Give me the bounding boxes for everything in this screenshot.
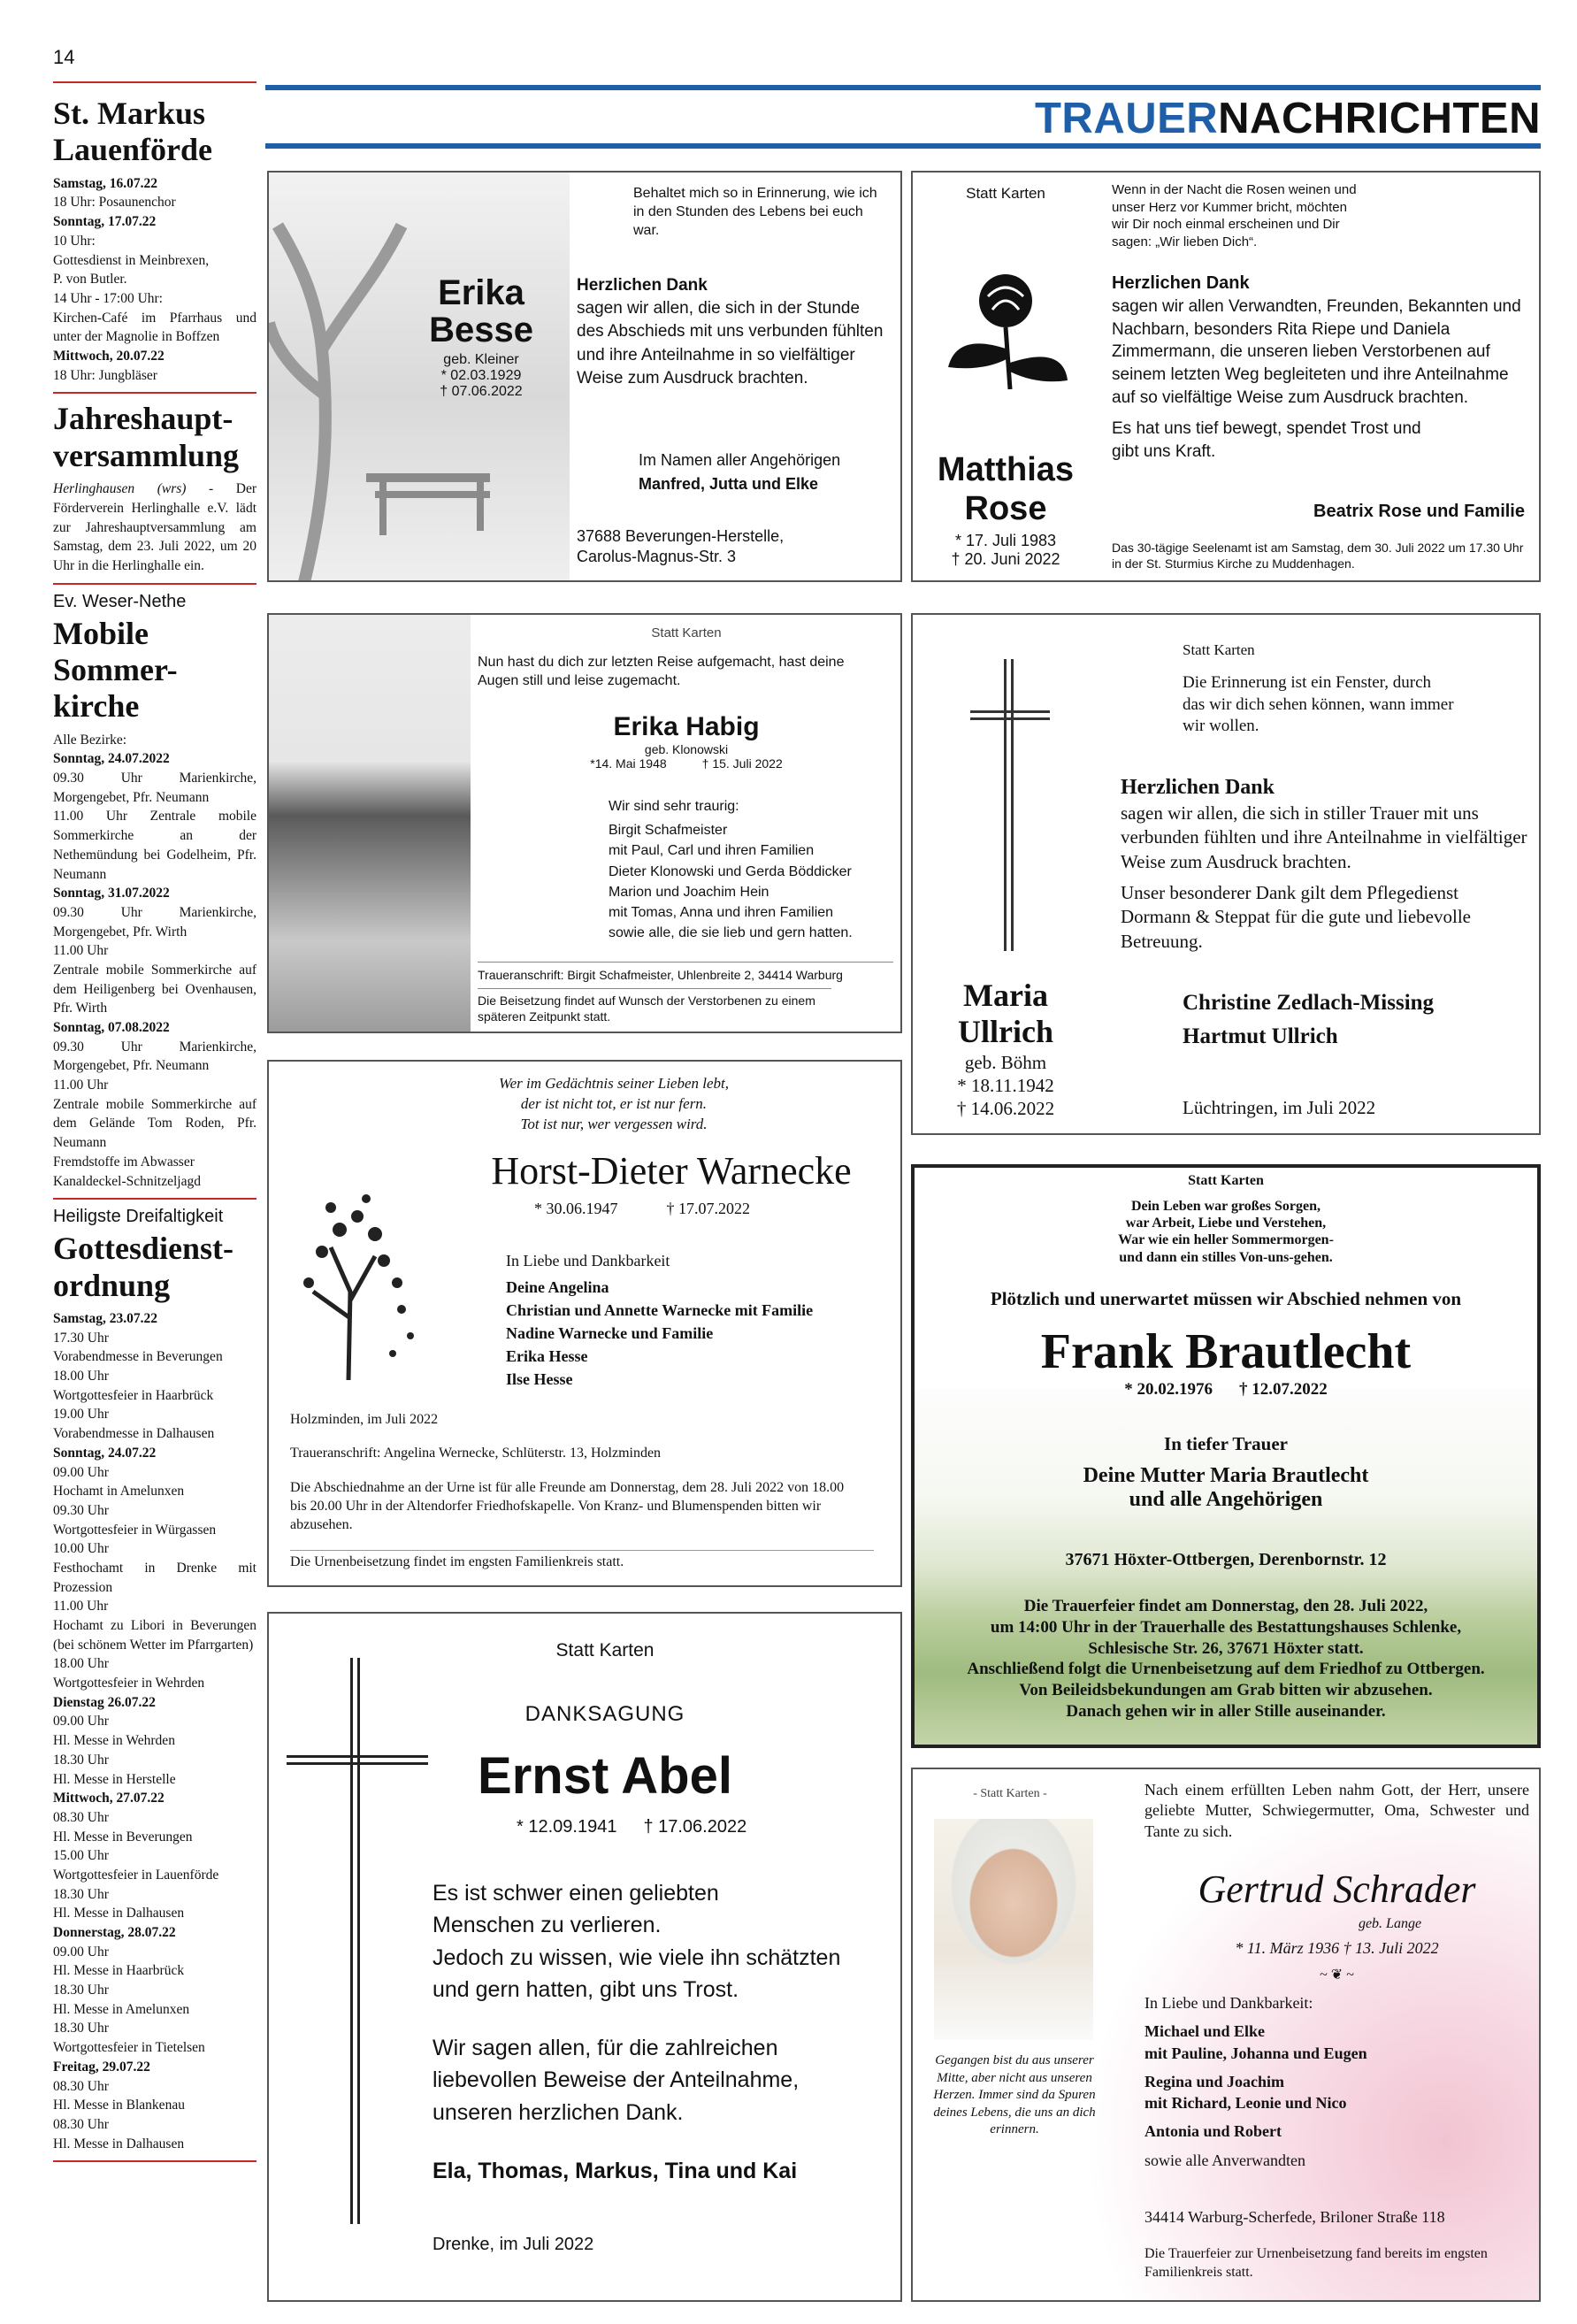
braut-n5: Von Beileidsbekundungen am Grab bitten wir abzusehen. xyxy=(1019,1681,1433,1699)
habig-born: geb. Klonowski xyxy=(644,742,729,756)
braut-name: Frank Brautlecht xyxy=(1040,1324,1412,1379)
habig-note: Die Beisetzung findet auf Wunsch der Verstorbenen zu einem späteren Zeitpunkt statt. xyxy=(478,988,831,1024)
jhv-title: Jahreshaupt-versammlung xyxy=(53,401,239,473)
abel-names: Ela, Thomas, Markus, Tina und Kai xyxy=(433,2158,798,2183)
ullrich-birth: * 18.11.1942 xyxy=(957,1075,1054,1097)
braut-n3: Schlesische Str. 26, 37671 Höxter statt. xyxy=(1088,1638,1364,1658)
god-line: 11.00 Uhr xyxy=(53,1599,109,1615)
rose-note: Das 30-tägige Seelenamt ist am Samstag, dem 30. Juli 2022 um 17.30 Uhr in der St. Sturmius Kirche zu Muddenhagen. xyxy=(1112,541,1524,571)
god-line: Hl. Messe in Dalhausen xyxy=(53,2136,185,2151)
markus-line: 14 Uhr - 17:00 Uhr: xyxy=(53,290,163,306)
habig-m1: Birgit Schafmeister xyxy=(609,823,728,839)
cross-icon xyxy=(287,1658,428,2224)
besse-names: Manfred, Jutta und Elke xyxy=(639,475,819,493)
ullrich-death: † 14.06.2022 xyxy=(956,1098,1055,1120)
habig-m6: sowie alle, die sie lieb und gern hatten. xyxy=(609,925,853,941)
warnecke-birth: * 30.06.1947 xyxy=(534,1200,618,1217)
schrader-f5: Antonia und Robert xyxy=(1144,2122,1282,2141)
schrader-statt: - Statt Karten - xyxy=(973,1787,1047,1800)
markus-line: Gottesdienst in Meinbrexen, xyxy=(53,252,210,268)
besse-addr1: 37688 Beverungen-Herstelle, xyxy=(577,527,785,545)
markus-title: St. Markus Lauenförde xyxy=(53,96,212,168)
habig-death: † 15. Juli 2022 xyxy=(701,756,783,771)
god-line: Wortgottesfeier in Würgassen xyxy=(53,1522,217,1538)
abel-p1b: Menschen zu verlieren. xyxy=(433,1913,662,1938)
warnecke-note: Die Abschiednahme an der Urne ist für alle Freunde am Donnerstag, dem 28. Juli 2022 von 18.00 bis 20.00 Uhr in der Altendorfer Friedhofskapelle. Von Kranz- und Blumenspenden bitten wir abzusehen. xyxy=(290,1480,845,1532)
schrader-f2: mit Pauline, Johanna und Eugen xyxy=(1144,2044,1367,2062)
braut-death: † 12.07.2022 xyxy=(1239,1380,1328,1399)
ullrich-heading: Herzlichen Dank xyxy=(1121,776,1275,799)
ullrich-text: sagen wir allen, die sich in stiller Trauer mit uns verbunden fühlten und ihre Anteilnahme in vielfältiger Weise zum Ausdruck brachten. xyxy=(1121,802,1527,872)
notice-habig xyxy=(267,613,902,1033)
besse-born: geb. Kleiner xyxy=(443,352,519,367)
warnecke-verse2: der ist nicht tot, er ist nur fern. xyxy=(520,1094,708,1112)
abel-title: DANKSAGUNG xyxy=(524,1702,685,1726)
msk-line: 11.00 Uhr Zentrale mobile Sommerkirche an der Nethemündung bei Godelheim, Pfr. Neumann xyxy=(53,809,256,882)
god-line: 18.30 Uhr xyxy=(53,1886,109,1902)
rose-statt: Statt Karten xyxy=(966,185,1045,202)
sea-image xyxy=(269,615,471,1033)
god-line: 09.00 Uhr xyxy=(53,1714,109,1730)
god-line: Hochamt zu Libori in Beverungen (bei schönem Wetter im Pfarrgarten) xyxy=(53,1618,256,1653)
schrader-love: In Liebe und Dankbarkeit: xyxy=(1144,1994,1313,2012)
besse-heading: Herzlichen Dank xyxy=(577,276,708,295)
ullrich-last: Ullrich xyxy=(958,1014,1053,1050)
habig-m2: mit Paul, Carl und ihren Familien xyxy=(609,843,815,859)
god-line: Vorabendmesse in Beverungen xyxy=(53,1349,223,1365)
notice-warnecke xyxy=(267,1060,902,1587)
warnecke-m3: Nadine Warnecke und Familie xyxy=(506,1324,714,1343)
braut-addr: 37671 Höxter-Ottbergen, Derenbornstr. 12 xyxy=(1065,1550,1387,1569)
schrader-dates: * 11. März 1936 † 13. Juli 2022 xyxy=(1235,1939,1439,1957)
abel-p2b: liebevollen Beweise der Anteilnahme, xyxy=(433,2067,800,2093)
god-line: Wortgottesfeier in Haarbrück xyxy=(53,1387,214,1403)
rose-signed: Beatrix Rose und Familie xyxy=(1313,502,1525,521)
rose-death: † 20. Juni 2022 xyxy=(951,550,1060,569)
schrader-f3: Regina und Joachim xyxy=(1144,2072,1285,2090)
schrader-name: Gertrud Schrader xyxy=(1198,1868,1476,1911)
warnecke-m2: Christian und Annette Warnecke mit Familie xyxy=(506,1301,814,1320)
rose-first: Matthias xyxy=(937,451,1075,488)
abel-p1d: und gern hatten, gibt uns Trost. xyxy=(433,1976,739,2002)
braut-t1: In tiefer Trauer xyxy=(1164,1433,1288,1454)
god-line: 18.00 Uhr xyxy=(53,1656,109,1672)
markus-schedule xyxy=(53,174,256,386)
schrader-intro: Nach einem erfüllten Leben nahm Gott, der Herr, unsere geliebte Mutter, Schwiegermutter, Oma, Schwester und Tante zu sich. xyxy=(1144,1781,1529,1840)
habig-addr: Traueranschrift: Birgit Schafmeister, Uhlenbreite 2, 34414 Warburg xyxy=(478,962,893,982)
msk-title: Mobile Sommer-kirche xyxy=(53,615,178,725)
jhv-text: Herlinghausen (wrs) - Der Förderverein Herlinghalle e.V. lädt zur Jahreshauptversammlung am Samstag, dem 23. Juli 2022, um 20 Uhr in die Herlinghalle ein. xyxy=(53,481,256,573)
rose-birth: * 17. Juli 1983 xyxy=(954,532,1057,550)
schrader-note: Die Trauerfeier zur Urnenbeisetzung fand bereits im engsten Familienkreis statt. xyxy=(1144,2246,1488,2280)
abel-p2a: Wir sagen allen, für die zahlreichen xyxy=(433,2036,778,2060)
msk-line: 09.30 Uhr Marienkirche, Morgengebet, Pfr. Wirth xyxy=(53,904,256,940)
ullrich-born: geb. Böhm xyxy=(964,1051,1047,1073)
god-line: Hochamt in Amelunxen xyxy=(53,1484,185,1499)
msk-line: Kanaldeckel-Schnitzeljagd xyxy=(53,1173,201,1189)
msk-line: Fremdstoffe im Abwasser xyxy=(53,1154,195,1170)
god-line: 09.30 Uhr xyxy=(53,1502,109,1518)
besse-behalf: Im Namen aller Angehörigen xyxy=(639,451,841,469)
warnecke-death: † 17.07.2022 xyxy=(666,1200,750,1217)
god-title: Gottesdienst-ordnung xyxy=(53,1231,233,1303)
portrait-photo xyxy=(934,1819,1093,2040)
god-line: 18.00 Uhr xyxy=(53,1369,109,1384)
ullrich-place: Lüchtringen, im Juli 2022 xyxy=(1183,1097,1376,1118)
braut-n6: Danach gehen wir in aller Stille auseinander. xyxy=(1066,1701,1386,1721)
habig-m4: Marion und Joachim Hein xyxy=(609,884,769,900)
schrader-addr: 34414 Warburg-Scherfede, Briloner Straße 118 xyxy=(1144,2208,1445,2226)
notice-brautlecht xyxy=(911,1164,1541,1748)
notice-rose xyxy=(911,171,1541,582)
msk-line: Sonntag, 24.07.2022 xyxy=(53,751,170,767)
cross-icon xyxy=(970,659,1050,951)
markus-line: 18 Uhr: Posaunenchor xyxy=(53,195,176,211)
braut-n1: Die Trauerfeier findet am Donnerstag, den 28. Juli 2022, xyxy=(1023,1597,1428,1615)
section-header-rest: NACHRICHTEN xyxy=(1218,95,1541,142)
god-line: 08.30 Uhr xyxy=(53,2078,109,2094)
schrader-born: geb. Lange xyxy=(1358,1916,1422,1931)
msk-subtitle: Ev. Weser-Nethe xyxy=(53,591,187,611)
habig-birth: *14. Mai 1948 xyxy=(590,756,667,771)
habig-statt: Statt Karten xyxy=(651,625,722,640)
god-line: Hl. Messe in Amelunxen xyxy=(53,2001,190,2017)
habig-m5: mit Tomas, Anna und ihren Familien xyxy=(609,904,834,920)
markus-line: Sonntag, 17.07.22 xyxy=(53,214,157,230)
abel-place: Drenke, im Juli 2022 xyxy=(433,2235,594,2254)
habig-name: Erika Habig xyxy=(613,712,760,741)
page-number: 14 xyxy=(53,46,75,68)
warnecke-intro: In Liebe und Dankbarkeit xyxy=(506,1252,670,1269)
god-line: Festhochamt in Drenke mit Prozession xyxy=(53,1560,256,1595)
god-line: 19.00 Uhr xyxy=(53,1407,109,1423)
habig-intro: Wir sind sehr traurig: xyxy=(609,799,739,814)
god-line: Vorabendmesse in Dalhausen xyxy=(53,1426,215,1442)
god-line: Hl. Messe in Dalhausen xyxy=(53,1906,185,1921)
braut-intro: Plötzlich und unerwartet müssen wir Abschied nehmen von xyxy=(990,1288,1462,1309)
schrader-poem: Gegangen bist du aus unserer Mitte, aber nicht aus unseren Herzen. Immer sind da Spuren deines Lebens, die uns an dich erinnern. xyxy=(933,2053,1096,2136)
warnecke-verse1: Wer im Gedächtnis seiner Lieben lebt, xyxy=(499,1075,729,1092)
msk-line: Sonntag, 31.07.2022 xyxy=(53,886,170,901)
schrader-f4: mit Richard, Leonie und Nico xyxy=(1144,2094,1347,2113)
god-line: Sonntag, 24.07.22 xyxy=(53,1445,157,1461)
braut-n4: Anschließend folgt die Urnenbeisetzung auf dem Friedhof zu Ottbergen. xyxy=(967,1660,1485,1679)
god-line: Wortgottesfeier in Lauenförde xyxy=(53,1867,219,1883)
god-line: Hl. Messe in Herstelle xyxy=(53,1771,176,1787)
msk-line: 11.00 Uhr xyxy=(53,1078,109,1093)
header-rule-top xyxy=(265,85,1541,90)
notice-schrader xyxy=(911,1768,1541,2302)
markus-line: 10 Uhr: xyxy=(53,233,96,249)
god-line: Hl. Messe in Beverungen xyxy=(53,1829,193,1845)
braut-verse1: Dein Leben war großes Sorgen, xyxy=(1130,1199,1321,1214)
msk-line: Sonntag, 07.08.2022 xyxy=(53,1020,170,1036)
god-line: 15.00 Uhr xyxy=(53,1848,109,1864)
god-line: 09.00 Uhr xyxy=(53,1944,109,1960)
markus-line: 18 Uhr: Jungbläser xyxy=(53,367,157,383)
windblown-tree-icon xyxy=(287,1185,419,1380)
braut-birth: * 20.02.1976 xyxy=(1124,1380,1213,1399)
msk-line: Zentrale mobile Sommerkirche auf dem Gelände Tom Roden, Pfr. Neumann xyxy=(53,1096,256,1151)
section-header xyxy=(265,94,1541,143)
notice-abel xyxy=(267,1612,902,2302)
braut-t2: Deine Mutter Maria Brautlecht xyxy=(1083,1464,1369,1487)
besse-death: † 07.06.2022 xyxy=(440,384,523,399)
god-line: 08.30 Uhr xyxy=(53,2116,109,2132)
msk-line: Zentrale mobile Sommerkirche auf dem Heiligenberg bei Ovenhausen, Pfr. Wirth xyxy=(53,962,256,1016)
braut-n2: um 14:00 Uhr in der Trauerhalle des Bestattungshauses Schlenke, xyxy=(990,1617,1462,1637)
besse-birth: * 02.03.1929 xyxy=(440,368,522,383)
god-line: 09.00 Uhr xyxy=(53,1464,109,1480)
god-line: 18.30 Uhr xyxy=(53,2021,109,2036)
god-line: Hl. Messe in Blankenau xyxy=(53,2098,185,2113)
braut-statt: Statt Karten xyxy=(1188,1173,1264,1188)
msk-line: Alle Bezirke: xyxy=(53,732,127,748)
ullrich-verse: Die Erinnerung ist ein Fenster, durch das wir dich sehen können, wann immer wir wollen. xyxy=(1183,673,1454,736)
msk-line: 11.00 Uhr xyxy=(53,943,109,959)
braut-verse3: War wie ein heller Sommermorgen- xyxy=(1118,1232,1334,1248)
braut-t3: und alle Angehörigen xyxy=(1129,1488,1323,1511)
god-subtitle: Heiligste Dreifaltigkeit xyxy=(53,1207,224,1227)
god-line: 10.00 Uhr xyxy=(53,1541,109,1557)
ullrich-sign2: Hartmut Ullrich xyxy=(1183,1024,1338,1048)
rose-last: Rose xyxy=(964,489,1047,527)
warnecke-m4: Erika Hesse xyxy=(506,1347,588,1366)
abel-p2c: unseren herzlichen Dank. xyxy=(433,2099,684,2125)
left-column xyxy=(53,81,256,2302)
god-line: Wortgottesfeier in Wehrden xyxy=(53,1676,205,1691)
abel-p1a: Es ist schwer einen geliebten xyxy=(433,1881,719,1906)
msk-line: 09.30 Uhr Marienkirche, Morgengebet, Pfr. Neumann xyxy=(53,771,256,805)
rose-heading: Herzlichen Dank xyxy=(1112,273,1250,293)
abel-death: † 17.06.2022 xyxy=(643,1817,747,1837)
abel-name: Ernst Abel xyxy=(478,1747,732,1805)
notice-ullrich xyxy=(911,613,1541,1135)
rose-verse: Wenn in der Nacht die Rosen weinen und unser Herz vor Kummer bricht, möchten wir Dir noch einmal erscheinen und Dir sagen: „Wir lieben Dich“. xyxy=(1112,182,1357,249)
god-line: Hl. Messe in Haarbrück xyxy=(53,1963,185,1979)
god-line: 18.30 Uhr xyxy=(53,1983,109,1998)
markus-line: Kirchen-Café im Pfarrhaus und unter der Magnolie in Boffzen xyxy=(53,310,256,345)
god-line: Donnerstag, 28.07.22 xyxy=(53,1925,176,1941)
braut-verse2: war Arbeit, Liebe und Verstehen, xyxy=(1125,1216,1327,1231)
warnecke-m5: Ilse Hesse xyxy=(506,1370,573,1389)
msk-line: 09.30 Uhr Marienkirche, Morgengebet, Pfr. Neumann xyxy=(53,1039,256,1074)
ullrich-text2: Unser besonderer Dank gilt dem Pflegedienst Dormann & Steppat für die gute und liebevolle Betreuung. xyxy=(1121,882,1471,952)
abel-statt: Statt Karten xyxy=(555,1640,655,1661)
ullrich-first: Maria xyxy=(963,978,1048,1013)
warnecke-verse3: Tot ist nur, wer vergessen wird. xyxy=(520,1115,708,1132)
warnecke-note2: Die Urnenbeisetzung findet im engsten Familienkreis statt. xyxy=(290,1550,874,1570)
besse-verse: Behaltet mich so in Erinnerung, wie ich in den Stunden des Lebens bei euch war. xyxy=(633,186,877,238)
warnecke-name: Horst-Dieter Warnecke xyxy=(491,1149,852,1193)
markus-line: Mittwoch, 20.07.22 xyxy=(53,348,165,364)
god-line: 17.30 Uhr xyxy=(53,1330,109,1346)
schrader-ornament: ~ ❦ ~ xyxy=(1320,1967,1354,1983)
habig-verse: Nun hast du dich zur letzten Reise aufgemacht, hast deine Augen still und leise zugemacht. xyxy=(478,655,845,688)
rose-text2: Es hat uns tief bewegt, spendet Trost und gibt uns Kraft. xyxy=(1112,419,1421,461)
ullrich-sign1: Christine Zedlach-Missing xyxy=(1183,991,1435,1015)
besse-addr2: Carolus-Magnus-Str. 3 xyxy=(577,548,737,566)
besse-text: sagen wir allen, die sich in der Stunde des Abschieds mit uns verbunden fühlten und ihre Anteilnahme in so vielfältiger Weise zum Ausdruck brachten. xyxy=(577,299,884,387)
msk-schedule xyxy=(53,731,256,1192)
god-line: Wortgottesfeier in Tietelsen xyxy=(53,2040,205,2056)
section-header-accent: TRAUER xyxy=(1035,95,1219,142)
warnecke-addr: Traueranschrift: Angelina Wernecke, Schlüterstr. 13, Holzminden xyxy=(290,1446,662,1461)
god-line: Freitag, 29.07.22 xyxy=(53,2059,150,2075)
rose-flower-icon xyxy=(939,261,1072,394)
abel-birth: * 12.09.1941 xyxy=(517,1817,617,1837)
notice-besse xyxy=(267,171,902,582)
god-schedule xyxy=(53,1309,256,2153)
warnecke-place: Holzminden, im Juli 2022 xyxy=(290,1412,439,1427)
abel-p1c: Jedoch zu wissen, wie viele ihn schätzten xyxy=(433,1944,841,1970)
header-rule-bottom xyxy=(265,143,1541,149)
schrader-f1: Michael und Elke xyxy=(1144,2022,1266,2041)
god-line: 18.30 Uhr xyxy=(53,1752,109,1768)
ullrich-statt: Statt Karten xyxy=(1183,641,1255,658)
besse-last: Besse xyxy=(429,311,533,349)
god-line: Dienstag 26.07.22 xyxy=(53,1694,156,1710)
god-line: Hl. Messe in Wehrden xyxy=(53,1733,175,1749)
braut-verse4: und dann ein stilles Von-uns-gehen. xyxy=(1119,1249,1333,1265)
god-line: Mittwoch, 27.07.22 xyxy=(53,1791,165,1806)
habig-m3: Dieter Klonowski und Gerda Böddicker xyxy=(609,863,852,879)
god-line: Samstag, 23.07.22 xyxy=(53,1311,157,1327)
schrader-f6: sowie alle Anverwandten xyxy=(1144,2151,1305,2169)
warnecke-m1: Deine Angelina xyxy=(506,1278,609,1297)
markus-line: P. von Butler. xyxy=(53,272,127,288)
god-line: 08.30 Uhr xyxy=(53,1809,109,1825)
rose-text: sagen wir allen Verwandten, Freunden, Bekannten und Nachbarn, besonders Rita Riepe und Daniela Zimmermann, die unseren lieben Verstorbenen auf seinem letzten Weg begleiteten und ihre Anteilnahme auf so vielfältige Weise zum Ausdruck brachten. xyxy=(1112,297,1521,407)
besse-first: Erika xyxy=(438,273,524,312)
markus-line: Samstag, 16.07.22 xyxy=(53,175,157,191)
